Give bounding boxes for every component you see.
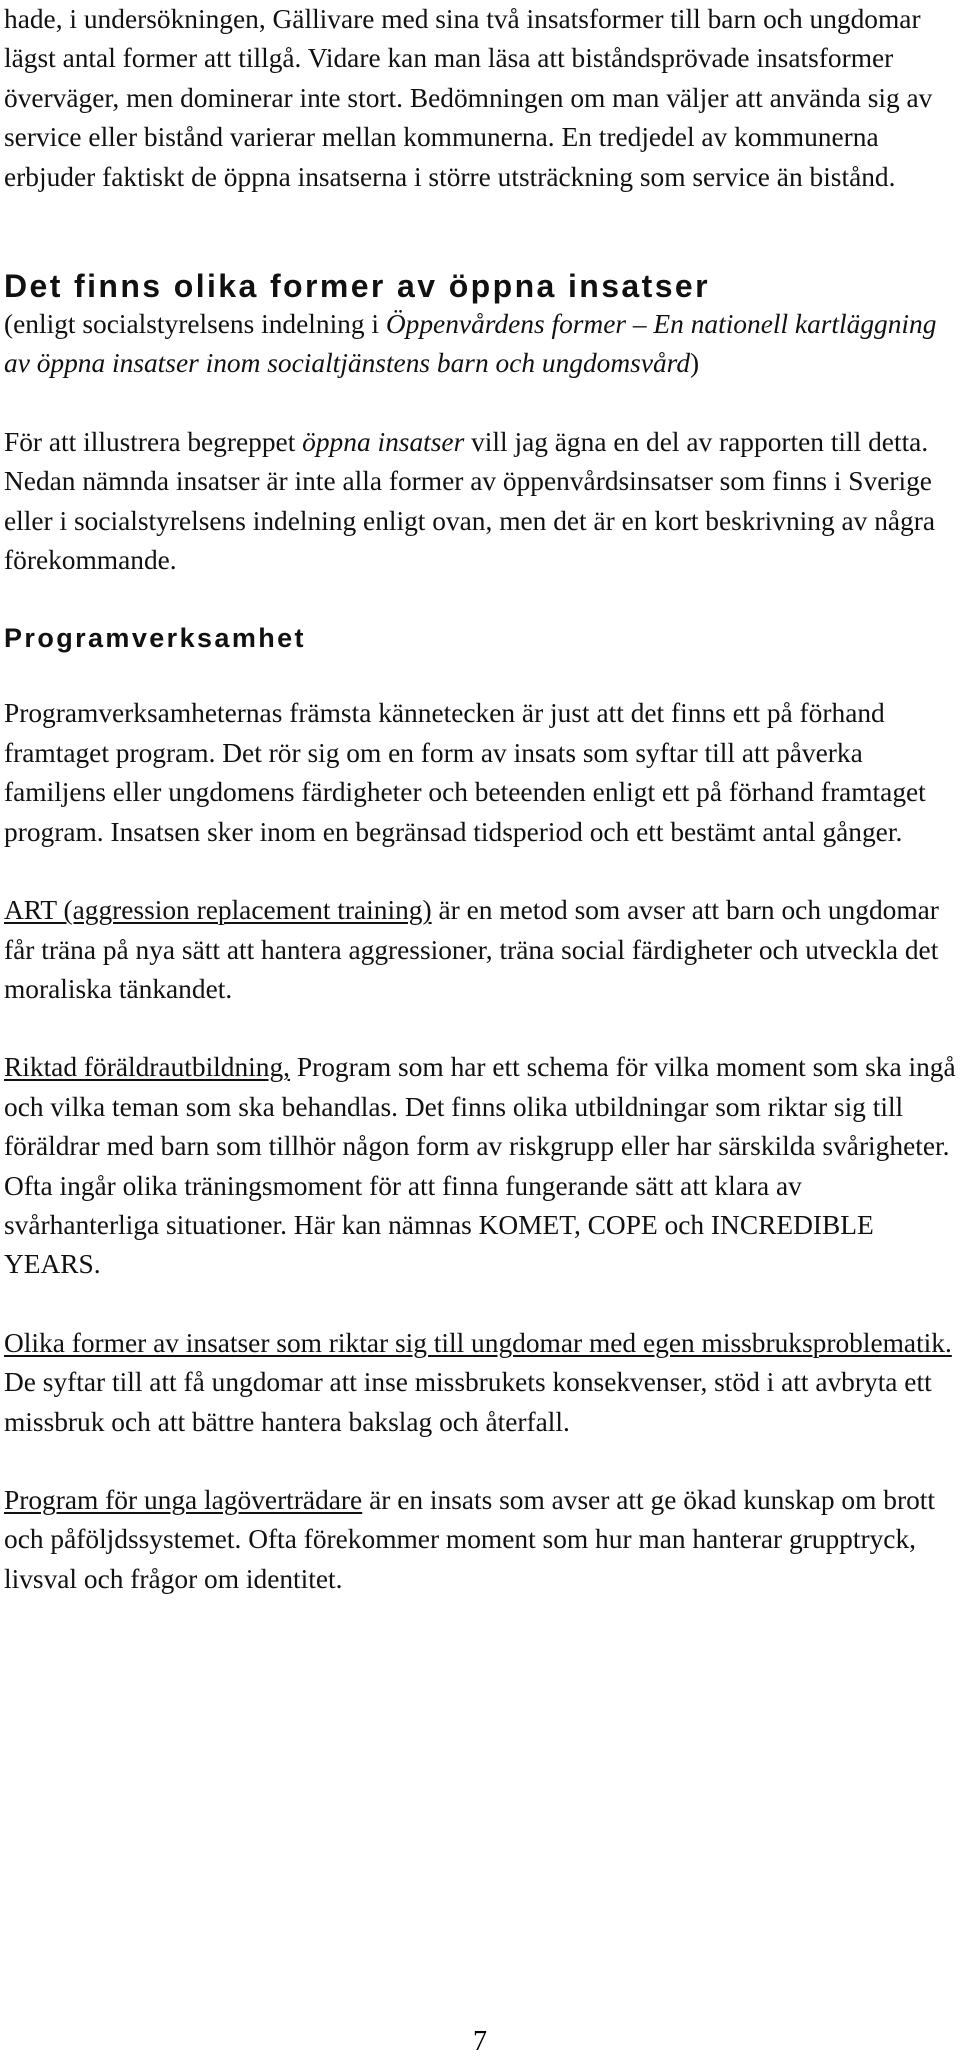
item-missbruk-text: De syftar till att få ungdomar att inse missbrukets konsekvenser, stöd i att avbryta ett missbruk och att bättre hantera bakslag och återfall. [4, 1367, 932, 1437]
item-foraldrautbildning-term: Riktad föräldrautbildning, [4, 1052, 291, 1083]
source-paragraph [4, 305, 959, 384]
item-laggovertradare-term: Program för unga lagöverträdare [4, 1484, 363, 1515]
page-number: 7 [473, 2026, 487, 2057]
body-suffix: vill jag ägna en del av rapporten till detta. Nedan nämnda insatser är inte alla former av öppenvårdsinsatser som finns i Sverige eller i socialstyrelsens indelning enligt ovan, men det är en kort beskrivning av några förekommande. [4, 426, 936, 576]
item-missbruk-term: Olika former av insatser som riktar sig till ungdomar med egen missbruksproblematik. [4, 1327, 952, 1358]
item-laggovertradare-text: är en insats som avser att ge ökad kunskap om brott och påföljdssystemet. Ofta förekommer moment som hur man hanterar grupptryck, livsval och frågor om identitet. [4, 1484, 936, 1594]
source-prefix: (enligt socialstyrelsens indelning i [4, 309, 386, 340]
section-heading-open-insatser: Det finns olika former av öppna insatser [4, 268, 710, 305]
item-foraldrautbildning [4, 1048, 959, 1284]
section-heading-programverksamhet: Programverksamhet [4, 623, 306, 654]
intro-paragraph: hade, i undersökningen, Gällivare med sina två insatsformer till barn och ungdomar lägst antal former att tillgå. Vidare kan man läsa att biståndsprövade insatsformer överväger, men dominerar inte stort. Bedömningen om man väljer att använda sig av service eller bistånd varierar mellan kommunerna. En tredjedel av kommunerna erbjuder faktiskt de öppna insatserna i större utsträckning som service än bistånd. [4, 4, 933, 192]
item-laggovertradare [4, 1481, 959, 1599]
source-suffix: ) [690, 348, 700, 379]
item-art-text: är en metod som avser att barn och ungdomar får träna på nya sätt att hantera aggressioner, träna social färdigheter och utveckla det moraliska tänkandet. [4, 895, 939, 1004]
source-title: Öppenvårdens former – En nationell kartläggning av öppna insatser inom socialtjänstens barn och ungdomsvård [4, 309, 937, 379]
body-term: öppna insatser [302, 426, 465, 457]
illustration-paragraph [4, 423, 959, 581]
item-art-term: ART (aggression replacement training) [4, 895, 432, 926]
item-art [4, 891, 959, 1009]
item-foraldrautbildning-text: Program som har ett schema för vilka moment som ska ingå och vilka teman som ska behandlas. Det finns olika utbildningar som riktar sig till föräldrar med barn som tillhör någon form av riskgrupp eller har särskilda svårigheter. Ofta ingår olika träningsmoment för att finna fungerande sätt att klara av svårhanterliga situationer. Här kan nämnas KOMET, COPE och INCREDIBLE YEARS. [4, 1052, 956, 1280]
body-prefix: För att illustrera begreppet [4, 426, 303, 457]
item-missbruk-term-line [4, 1324, 959, 1363]
programverksamhet-intro: Programverksamheternas främsta kännetecken är just att det finns ett på förhand framtaget program. Det rör sig om en form av insats som syftar till att påverka familjens eller ungdomens färdigheter och beteenden enligt ett på förhand framtaget program. Insatsen sker inom en begränsad tidsperiod och ett bestämt antal gånger. [4, 698, 926, 847]
